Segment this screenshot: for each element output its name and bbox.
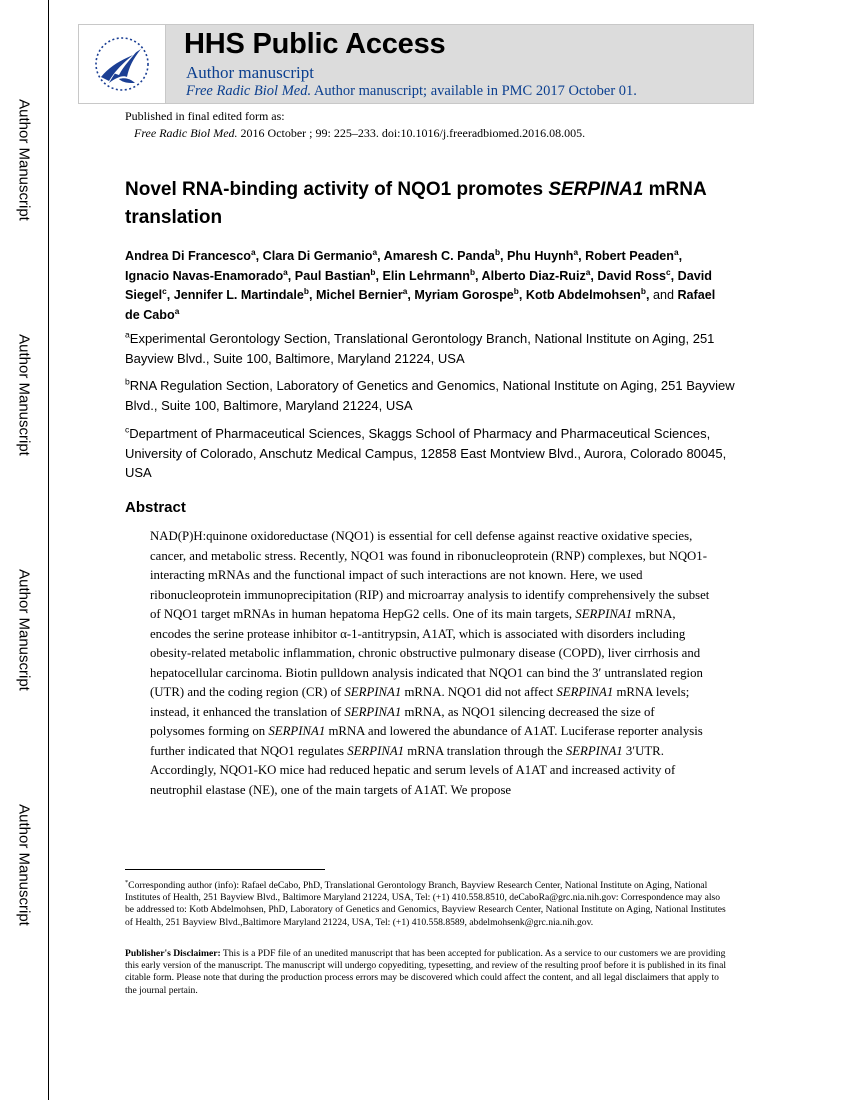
published-citation: Free Radic Biol Med. 2016 October ; 99: 225–233. doi:10.1016/j.freeradbiomed.2016.08.005.	[134, 126, 586, 140]
sidebar-divider	[48, 0, 49, 1100]
author: Amaresh C. Panda$^b$	[383, 246, 501, 263]
author: Jennifer L. Martindale$^b$	[173, 285, 309, 302]
author: Kotb Abdelmohsen$^b$	[525, 285, 646, 302]
affiliation: $^a$Experimental Gerontology Section, Translational Gerontology Branch, National Institute on Aging, 251 Bayview Blvd., Suite 100, Baltimore, Maryland 21224, USA	[125, 329, 715, 366]
author: Rafael de Cabo$^a$	[125, 288, 716, 322]
author: David Ross$^c$	[597, 266, 671, 283]
author: Robert Peaden$^a$	[585, 246, 679, 263]
author: David Siegel$^c$	[125, 268, 712, 302]
hhs-eagle-logo-icon	[79, 25, 166, 103]
article-title: Novel RNA-binding activity of NQO1 promotes SERPINA1 mRNA translation	[125, 179, 706, 228]
author: Ignacio Navas-Enamorado$^a$	[125, 266, 288, 283]
availability-line: Free Radic Biol Med. Author manuscript; available in PMC 2017 October 01.	[186, 83, 637, 99]
journal-name[interactable]: Free Radic Biol Med.	[186, 83, 312, 99]
author: Andrea Di Francesco$^a$	[125, 246, 256, 263]
author-list: Andrea Di Francesco$^a$, Clara Di Germanio$^a$, Amaresh C. Panda$^b$, Phu Huynh$^a$, Robert Peaden$^a$, Ignacio Navas-Enamorado$^a$, Paul Bastian$^b$, Elin Lehrmann$^b$, Alberto Diaz-Ruiz$^a$, David Ross$^c$, David Siegel$^c$, Jennifer L. Martindale$^b$, Michel Bernier$^a$, Myriam Gorospe$^b$, Kotb Abdelmohsen$^b$, and Rafael de Cabo$^a$	[125, 246, 716, 322]
author: Phu Huynh$^a$	[507, 246, 579, 263]
corresponding-author-footnote: *Corresponding author (info): Rafael deCabo, PhD, Translational Gerontology Branch, Bayview Research Center, National Institute on Aging, National Institutes of Health, 251 Bayview Blvd., Baltimore Maryland 21224, USA, Tel: (+1) 410.558.8510, deCaboRa@grc.nia.nih.gov: Correspondence may also be addressed to: Kotb Abdelmohsen, PhD, Laboratory of Genetics and Genomics, Bayview Research Center, National Institute on Aging, National Institutes of Health, 251 Bayview Blvd.,Baltimore Maryland 21224, USA, Tel: (+1) 410.558.8589, abdelmohsenk@grc.nia.nih.gov.	[125, 878, 726, 928]
published-label: Published in final edited form as:	[125, 109, 285, 123]
hhs-header	[78, 24, 754, 104]
affiliation: $^c$Department of Pharmaceutical Sciences, Skaggs School of Pharmacy and Pharmaceutical Sciences, University of Colorado, Anschutz Medical Campus, 12858 East Montview Blvd., Aurora, Colorado 80045, USA	[125, 424, 727, 480]
affiliation: $^b$RNA Regulation Section, Laboratory of Genetics and Genomics, National Institute on Aging, 251 Bayview Blvd., Suite 100, Baltimore, Maryland 21224, USA	[125, 376, 735, 413]
footnote-divider	[125, 869, 325, 870]
abstract-body: NAD(P)H:quinone oxidoreductase (NQO1) is essential for cell defense against reactive oxidative species, cancer, and metabolic stress. Recently, NQO1 was found in ribonucleoprotein (RNP) complexes, but NQO1-interacting mRNAs and the functional impact of such interactions are not known. Here, we used ribonucleoprotein immunoprecipitation (RIP) and microarray analysis to identify comprehensively the subset of NQO1 target mRNAs in human hepatoma HepG2 cells. One of its main targets, SERPINA1 mRNA, encodes the serine protease inhibitor α-1-antitrypsin, A1AT, which is associated with disorders including obesity-related metabolic inflammation, chronic obstructive pulmonary disease (COPD), liver cirrhosis and hepatocellular carcinoma. Biotin pulldown analysis indicated that NQO1 can bind the 3′ untranslated region (UTR) and the coding region (CR) of SERPINA1 mRNA. NQO1 did not affect SERPINA1 mRNA levels; instead, it enhanced the translation of SERPINA1 mRNA, as NQO1 silencing decreased the size of polysomes forming on SERPINA1 mRNA and lowered the abundance of A1AT. Luciferase reporter analysis further indicated that NQO1 regulates SERPINA1 mRNA translation through the SERPINA1 3′UTR. Accordingly, NQO1-KO mice had reduced hepatic and serum levels of A1AT and increased activity of neutrophil elastase (NE), one of the main targets of A1AT. We propose	[150, 529, 710, 797]
author: Paul Bastian$^b$	[294, 266, 376, 283]
author: Clara Di Germanio$^a$	[262, 246, 378, 263]
author: Michel Bernier$^a$	[315, 285, 408, 302]
header-title: HHS Public Access	[184, 28, 446, 60]
author: Elin Lehrmann$^b$	[382, 266, 476, 283]
header-subtitle: Author manuscript	[186, 63, 314, 82]
abstract-heading: Abstract	[125, 499, 186, 516]
author: Alberto Diaz-Ruiz$^a$	[481, 266, 591, 283]
author: Myriam Gorospe$^b$	[414, 285, 519, 302]
publisher-disclaimer: Publisher's Disclaimer: This is a PDF file of an unedited manuscript that has been accepted for publication. As a service to our customers we are providing this early version of the manuscript. The manuscript will undergo copyediting, typesetting, and review of the resulting proof before it is published in its final citable form. Please note that during the production process errors may be discovered which could affect the content, and all legal disclaimers that apply to the journal pertain.	[125, 948, 726, 996]
